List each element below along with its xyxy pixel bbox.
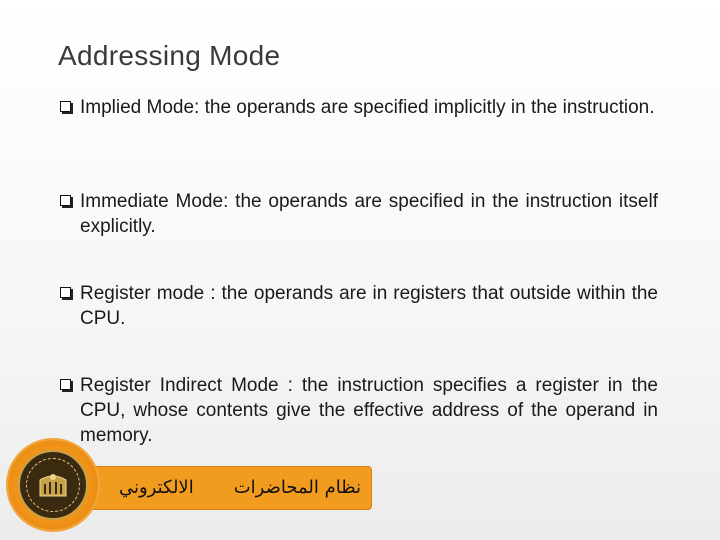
checkbox-square-icon — [60, 379, 71, 390]
logo-inner — [18, 450, 88, 520]
checkbox-square-icon — [60, 287, 71, 298]
bullet-text: Register Indirect Mode : the instruction specifies a register in the CPU, whose contents give the effective address of the operand in memory. — [80, 375, 658, 446]
logo-ring — [26, 458, 80, 512]
bullet-text: Register mode : the operands are in registers that outside within the CPU. — [80, 283, 658, 329]
bullet-register-indirect-mode — [58, 373, 658, 448]
footer-text — [119, 477, 361, 498]
bullet-implied-mode — [58, 95, 658, 120]
checkbox-square-icon — [60, 195, 71, 206]
university-seal-logo — [8, 440, 98, 530]
bullet-text: Immediate Mode: the operands are specified in the instruction itself explicitly. — [80, 191, 658, 237]
slide-title: Addressing Mode — [58, 40, 281, 71]
footer-text-left: الالكتروني — [118, 477, 194, 498]
footer-text-right: نظام المحاضرات — [233, 477, 361, 498]
bullet-register-mode — [58, 281, 658, 331]
logo-emblem-icon — [36, 470, 70, 500]
bullet-text: Implied Mode: the operands are specified implicitly in the instruction. — [80, 97, 655, 118]
checkbox-square-icon — [60, 101, 71, 112]
bullet-immediate-mode — [58, 189, 658, 239]
